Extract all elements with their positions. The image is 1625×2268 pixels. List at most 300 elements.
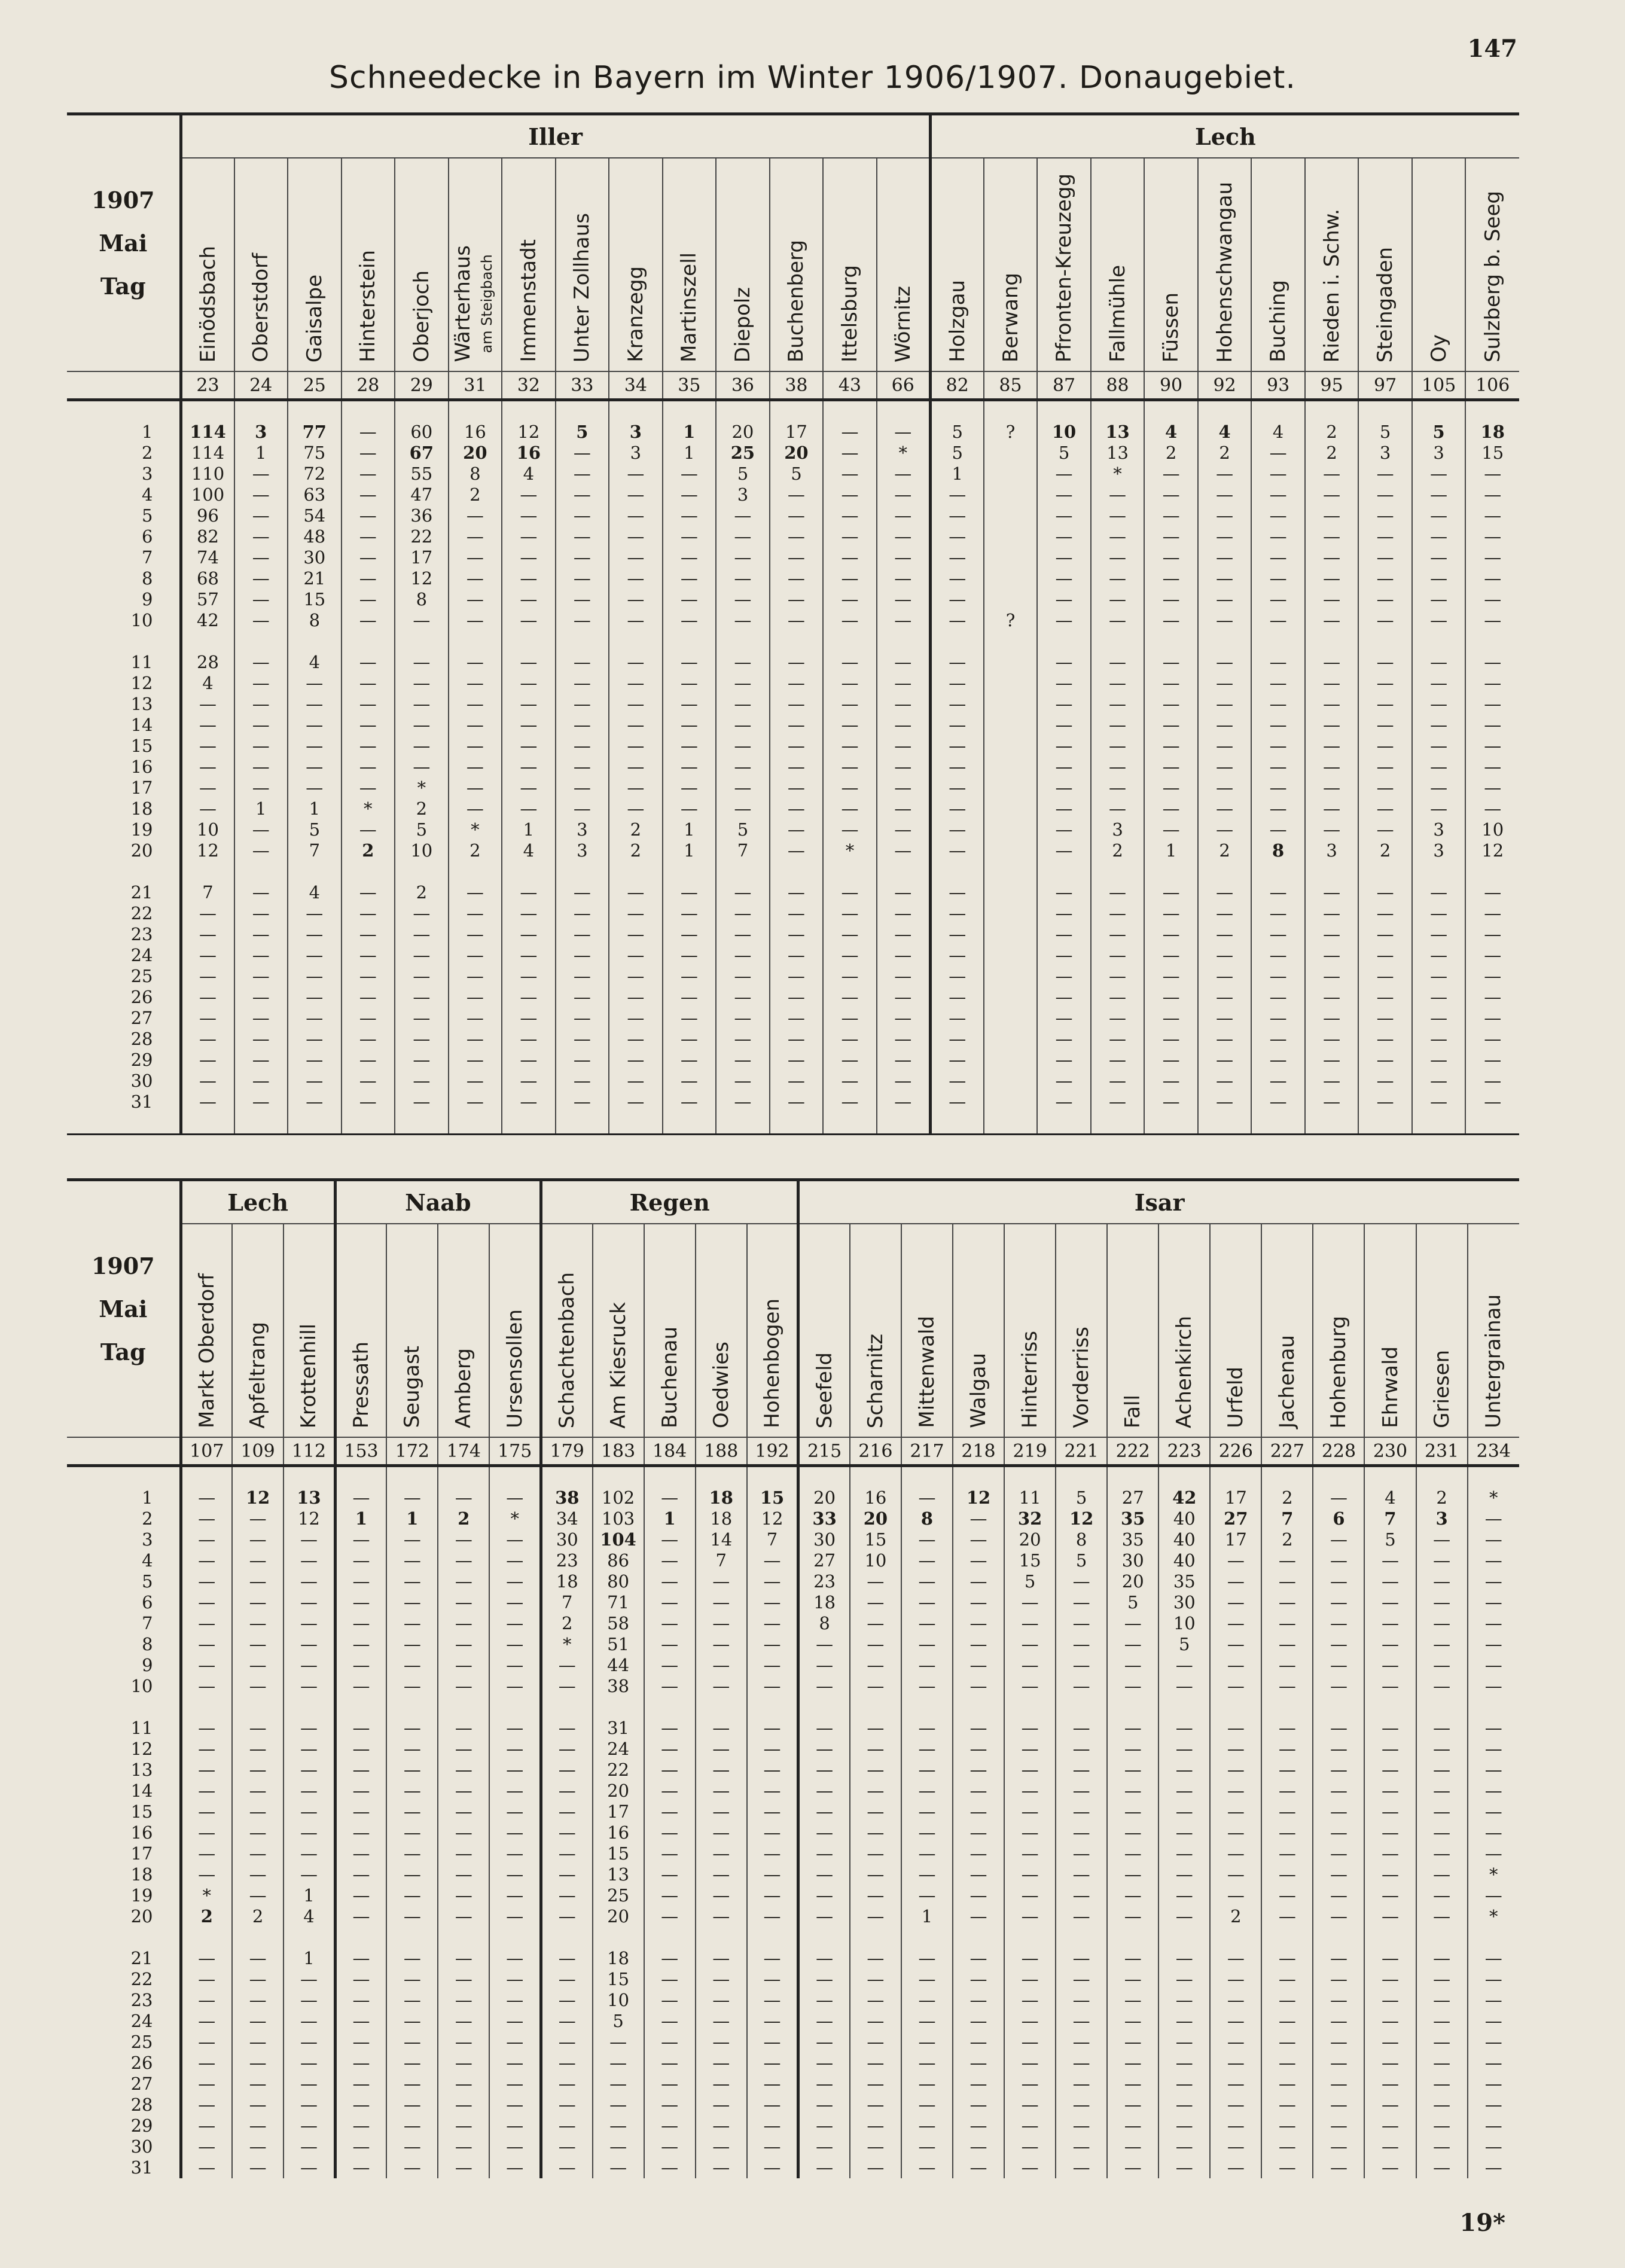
- snow-depth-cell: —: [1416, 2095, 1468, 2115]
- station-name: [731, 287, 755, 362]
- table-row: [67, 1613, 1519, 1634]
- snow-depth-cell: 5: [716, 819, 770, 840]
- day-number: 6: [142, 526, 153, 547]
- snow-depth-cell: —: [798, 1906, 850, 1927]
- station-header: [1305, 158, 1359, 371]
- snow-depth-cell: —: [1037, 1071, 1091, 1092]
- snow-depth-cell: 30: [288, 547, 342, 568]
- snow-depth-cell: 28: [181, 652, 234, 673]
- snow-depth-cell: —: [181, 945, 234, 966]
- snow-depth-cell: [1056, 1927, 1107, 1948]
- snow-depth-cell: [386, 1927, 438, 1948]
- snow-depth-cell: —: [850, 1822, 901, 1843]
- snow-depth-cell: —: [541, 1822, 592, 1843]
- snow-depth-cell: —: [1004, 1760, 1056, 1781]
- snow-depth-cell: —: [489, 2032, 541, 2053]
- snow-depth-cell: —: [1261, 2136, 1313, 2157]
- snow-depth-cell: —: [1198, 715, 1252, 736]
- snow-depth-cell: —: [1261, 2053, 1313, 2074]
- snow-depth-cell: 4: [1251, 422, 1305, 443]
- snow-depth-cell: —: [1364, 1718, 1416, 1739]
- snow-depth-cell: —: [1261, 1571, 1313, 1592]
- snow-depth-cell: —: [953, 1508, 1004, 1529]
- snow-depth-cell: 17: [593, 1801, 644, 1822]
- snow-depth-cell: —: [283, 2136, 335, 2157]
- snow-depth-cell: —: [232, 2157, 283, 2178]
- snow-depth-cell: —: [1313, 1592, 1364, 1613]
- snow-depth-cell: —: [716, 924, 770, 945]
- station-name-text: Amberg: [452, 1348, 476, 1428]
- snow-depth-cell: —: [489, 1592, 541, 1613]
- station-header: [877, 158, 931, 371]
- snow-depth-cell: —: [1305, 652, 1359, 673]
- snow-depth-cell: —: [1465, 1029, 1519, 1050]
- snow-depth-cell: —: [1261, 1613, 1313, 1634]
- snow-depth-cell: —: [1144, 966, 1198, 987]
- snow-depth-cell: —: [342, 464, 395, 484]
- snow-depth-cell: —: [609, 903, 663, 924]
- snow-depth-cell: —: [609, 1092, 663, 1112]
- snow-depth-cell: —: [930, 694, 984, 715]
- snow-depth-cell: —: [1158, 2074, 1210, 2095]
- snow-depth-cell: —: [823, 1092, 877, 1112]
- snow-depth-cell: —: [449, 1071, 502, 1092]
- snow-depth-cell: —: [1158, 1990, 1210, 2011]
- snow-depth-cell: —: [283, 2095, 335, 2115]
- snow-depth-cell: —: [181, 2053, 232, 2074]
- station-code: 183: [593, 1437, 644, 1466]
- snow-depth-cell: —: [716, 568, 770, 589]
- snow-depth-cell: —: [1144, 568, 1198, 589]
- snow-depth-cell: [181, 861, 234, 882]
- snow-depth-cell: [984, 673, 1038, 694]
- snow-depth-cell: —: [232, 1655, 283, 1676]
- snow-depth-cell: [609, 631, 663, 652]
- snow-depth-cell: —: [930, 840, 984, 861]
- snow-depth-cell: 13: [1091, 443, 1145, 464]
- snow-depth-cell: —: [663, 484, 717, 505]
- snow-depth-cell: 4: [502, 840, 556, 861]
- snow-depth-cell: —: [823, 568, 877, 589]
- snow-depth-cell: —: [181, 1487, 232, 1508]
- station-name: [1430, 1350, 1454, 1428]
- snow-depth-cell: —: [1261, 1948, 1313, 1969]
- snow-depth-cell: —: [930, 505, 984, 526]
- snow-depth-cell: —: [335, 1529, 386, 1550]
- snow-depth-cell: —: [489, 2095, 541, 2115]
- station-name: [503, 1309, 527, 1428]
- snow-depth-cell: —: [850, 1885, 901, 1906]
- snow-depth-cell: —: [395, 987, 449, 1008]
- station-name-text: Einödsbach: [196, 245, 220, 362]
- snow-depth-cell: —: [386, 1739, 438, 1760]
- snow-depth-cell: —: [930, 673, 984, 694]
- snow-depth-cell: —: [1144, 547, 1198, 568]
- station-header: [541, 1224, 592, 1437]
- station-name-text: Fall: [1121, 1394, 1145, 1428]
- snow-depth-cell: 5: [556, 422, 609, 443]
- snow-depth-cell: 2: [342, 840, 395, 861]
- snow-depth-cell: —: [489, 2074, 541, 2095]
- snow-depth-cell: —: [1037, 778, 1091, 798]
- day-number: 19: [130, 819, 153, 840]
- station-code: 217: [901, 1437, 953, 1466]
- snow-depth-cell: —: [823, 798, 877, 819]
- snow-depth-cell: —: [1091, 882, 1145, 903]
- snow-depth-cell: —: [181, 1676, 232, 1697]
- snow-depth-cell: —: [438, 1781, 489, 1801]
- station-name: [1373, 247, 1397, 362]
- snow-depth-cell: —: [335, 1990, 386, 2011]
- snow-depth-cell: —: [181, 987, 234, 1008]
- snow-depth-cell: —: [1004, 2032, 1056, 2053]
- snow-depth-cell: —: [593, 2095, 644, 2115]
- snow-depth-cell: —: [181, 1529, 232, 1550]
- snow-depth-cell: —: [1468, 1843, 1519, 1864]
- snow-depth-cell: —: [770, 652, 824, 673]
- snow-depth-cell: —: [288, 778, 342, 798]
- snow-depth-cell: —: [798, 1676, 850, 1697]
- snow-depth-cell: 1: [502, 819, 556, 840]
- snow-depth-cell: —: [438, 1760, 489, 1781]
- snow-depth-cell: 5: [1056, 1550, 1107, 1571]
- snow-depth-cell: —: [502, 652, 556, 673]
- snow-depth-cell: 5: [930, 422, 984, 443]
- snow-depth-cell: —: [609, 798, 663, 819]
- station-name-text: Vorderriss: [1069, 1327, 1094, 1428]
- snow-depth-cell: 10: [593, 1990, 644, 2011]
- station-name: [451, 245, 499, 362]
- snow-depth-cell: [556, 861, 609, 882]
- snow-depth-cell: —: [1364, 1969, 1416, 1990]
- table-row: [67, 1801, 1519, 1822]
- snow-depth-cell: —: [901, 1571, 953, 1592]
- snow-depth-cell: —: [181, 1592, 232, 1613]
- snow-depth-cell: —: [1412, 1092, 1466, 1112]
- snow-depth-cell: —: [489, 1948, 541, 1969]
- snow-depth-cell: —: [181, 757, 234, 778]
- snow-depth-cell: —: [1004, 1843, 1056, 1864]
- snow-depth-cell: —: [1412, 882, 1466, 903]
- snow-depth-cell: —: [770, 798, 824, 819]
- snow-depth-cell: —: [1416, 1613, 1468, 1634]
- snow-depth-cell: —: [541, 2074, 592, 2095]
- snow-depth-cell: —: [1416, 1550, 1468, 1571]
- table-row: [67, 1050, 1519, 1071]
- snow-depth-cell: —: [1305, 547, 1359, 568]
- snow-depth-cell: —: [1305, 819, 1359, 840]
- snow-depth-cell: [984, 547, 1038, 568]
- day-number: 16: [130, 1822, 153, 1843]
- snow-depth-cell: —: [232, 2136, 283, 2157]
- snow-depth-cell: *: [1091, 464, 1145, 484]
- snow-depth-cell: —: [1468, 2074, 1519, 2095]
- snow-depth-cell: —: [335, 2074, 386, 2095]
- snow-depth-cell: —: [1313, 1487, 1364, 1508]
- snow-depth-cell: —: [1465, 757, 1519, 778]
- snow-depth-cell: 27: [798, 1550, 850, 1571]
- day-number: 5: [142, 505, 153, 526]
- snow-depth-cell: —: [850, 1760, 901, 1781]
- station-code: 25: [288, 371, 342, 400]
- snow-depth-cell: —: [1412, 987, 1466, 1008]
- snow-depth-cell: 35: [1158, 1571, 1210, 1592]
- snow-depth-cell: —: [1037, 673, 1091, 694]
- snow-depth-cell: —: [747, 2011, 798, 2032]
- snow-depth-cell: —: [1416, 1592, 1468, 1613]
- snow-depth-cell: —: [502, 757, 556, 778]
- station-header: [798, 1224, 850, 1437]
- snow-depth-cell: —: [1004, 1864, 1056, 1885]
- snow-depth-cell: —: [234, 987, 288, 1008]
- day-number: 14: [130, 715, 153, 735]
- station-name-text: Füssen: [1159, 292, 1184, 362]
- snow-depth-cell: —: [644, 2074, 696, 2095]
- snow-depth-cell: —: [1107, 1739, 1158, 1760]
- snow-depth-cell: —: [181, 778, 234, 798]
- snow-depth-cell: —: [609, 652, 663, 673]
- snow-depth-cell: —: [342, 443, 395, 464]
- snow-depth-cell: —: [850, 1801, 901, 1822]
- snow-depth-cell: 77: [288, 422, 342, 443]
- snow-depth-cell: —: [609, 526, 663, 547]
- station-code: 97: [1358, 371, 1412, 400]
- snow-depth-cell: —: [1358, 1071, 1412, 1092]
- snow-depth-cell: —: [234, 966, 288, 987]
- station-name-text: Hohenbogen: [760, 1298, 785, 1428]
- snow-depth-cell: —: [644, 1948, 696, 1969]
- snow-depth-cell: —: [234, 505, 288, 526]
- snow-depth-cell: —: [395, 1008, 449, 1029]
- snow-depth-cell: —: [644, 1822, 696, 1843]
- snow-depth-cell: 1: [234, 443, 288, 464]
- snow-depth-cell: —: [930, 526, 984, 547]
- snow-depth-cell: —: [181, 1990, 232, 2011]
- snow-depth-cell: —: [1144, 945, 1198, 966]
- snow-depth-cell: —: [663, 610, 717, 631]
- snow-depth-cell: 24: [593, 1739, 644, 1760]
- snow-depth-cell: 10: [395, 840, 449, 861]
- snow-depth-cell: —: [716, 526, 770, 547]
- snow-depth-cell: —: [556, 673, 609, 694]
- snow-depth-cell: —: [1056, 1760, 1107, 1781]
- footer-mark: 19*: [1459, 2209, 1505, 2237]
- day-number: 22: [130, 1969, 153, 1989]
- snow-depth-cell: —: [1091, 673, 1145, 694]
- snow-depth-cell: —: [489, 2136, 541, 2157]
- snow-depth-cell: —: [288, 987, 342, 1008]
- snow-depth-cell: —: [953, 1781, 1004, 1801]
- snow-depth-cell: —: [1313, 1801, 1364, 1822]
- snow-depth-cell: —: [696, 1571, 747, 1592]
- snow-depth-cell: —: [1251, 1008, 1305, 1029]
- table-row: [67, 2136, 1519, 2157]
- station-code: 82: [930, 371, 984, 400]
- table-row: [67, 443, 1519, 464]
- snow-depth-cell: [1313, 1927, 1364, 1948]
- snow-depth-cell: —: [1251, 547, 1305, 568]
- snow-depth-cell: 18: [798, 1592, 850, 1613]
- snow-depth-cell: [386, 1697, 438, 1718]
- snow-depth-cell: —: [798, 2115, 850, 2136]
- snow-depth-cell: —: [181, 2136, 232, 2157]
- snow-depth-cell: —: [1210, 1864, 1261, 1885]
- snow-depth-cell: —: [747, 2157, 798, 2178]
- snow-depth-cell: —: [1210, 1571, 1261, 1592]
- snow-depth-cell: —: [877, 464, 931, 484]
- station-header: [395, 158, 449, 371]
- snow-depth-cell: —: [1313, 1906, 1364, 1927]
- snow-depth-cell: —: [953, 1634, 1004, 1655]
- snow-depth-cell: —: [1056, 1864, 1107, 1885]
- snow-depth-cell: —: [747, 1885, 798, 1906]
- station-header: [556, 158, 609, 371]
- snow-depth-cell: 34: [541, 1508, 592, 1529]
- snow-depth-cell: —: [1364, 1676, 1416, 1697]
- snow-depth-cell: —: [1210, 1948, 1261, 1969]
- snow-depth-cell: 16: [449, 422, 502, 443]
- snow-depth-cell: —: [1468, 1613, 1519, 1634]
- snow-depth-cell: *: [395, 778, 449, 798]
- snow-depth-cell: —: [1412, 966, 1466, 987]
- snow-depth-cell: —: [449, 526, 502, 547]
- snow-depth-cell: 2: [1144, 443, 1198, 464]
- snow-depth-cell: —: [747, 1948, 798, 1969]
- snow-depth-cell: —: [335, 1760, 386, 1781]
- snow-depth-cell: —: [234, 547, 288, 568]
- snow-depth-cell: —: [609, 568, 663, 589]
- station-header: [234, 158, 288, 371]
- snow-depth-cell: 35: [1107, 1529, 1158, 1550]
- day-number: 17: [130, 778, 153, 798]
- snow-depth-cell: —: [770, 484, 824, 505]
- snow-depth-cell: —: [716, 505, 770, 526]
- snow-depth-cell: —: [181, 2011, 232, 2032]
- snow-depth-cell: —: [953, 2157, 1004, 2178]
- snow-depth-cell: —: [1037, 1092, 1091, 1112]
- snow-depth-cell: —: [449, 589, 502, 610]
- snow-depth-cell: —: [489, 1843, 541, 1864]
- snow-depth-cell: —: [449, 882, 502, 903]
- snow-depth-cell: —: [395, 1050, 449, 1071]
- station-name-text: Mittenwald: [914, 1316, 939, 1428]
- snow-depth-cell: [1144, 631, 1198, 652]
- snow-depth-cell: —: [449, 568, 502, 589]
- station-code: 93: [1251, 371, 1305, 400]
- snow-depth-cell: 23: [798, 1571, 850, 1592]
- table-row: [67, 903, 1519, 924]
- snow-depth-cell: —: [1004, 1739, 1056, 1760]
- snow-depth-cell: —: [877, 1029, 931, 1050]
- snow-depth-cell: —: [644, 1592, 696, 1613]
- snow-depth-cell: —: [1004, 1990, 1056, 2011]
- snow-depth-cell: [502, 861, 556, 882]
- day-column-header: [67, 114, 181, 372]
- snow-depth-cell: —: [489, 1969, 541, 1990]
- table-row: [67, 945, 1519, 966]
- station-name-text: Seugast: [400, 1346, 425, 1428]
- snow-depth-cell: —: [342, 610, 395, 631]
- snow-depth-cell: —: [1251, 1092, 1305, 1112]
- snow-depth-cell: 114: [181, 422, 234, 443]
- snow-depth-cell: —: [1468, 1990, 1519, 2011]
- snow-depth-cell: —: [1037, 547, 1091, 568]
- snow-depth-cell: —: [283, 1969, 335, 1990]
- snow-depth-cell: 18: [541, 1571, 592, 1592]
- snow-depth-cell: —: [181, 903, 234, 924]
- snow-depth-cell: —: [556, 694, 609, 715]
- snow-depth-cell: [232, 1927, 283, 1948]
- snow-depth-cell: —: [1210, 1718, 1261, 1739]
- snow-depth-cell: —: [489, 1571, 541, 1592]
- station-name-text: Berwang: [998, 273, 1023, 362]
- snow-depth-cell: —: [663, 715, 717, 736]
- snow-depth-cell: —: [1313, 1822, 1364, 1843]
- snow-depth-cell: —: [1412, 610, 1466, 631]
- snow-depth-cell: —: [798, 1739, 850, 1760]
- snow-depth-cell: —: [438, 1550, 489, 1571]
- snow-depth-cell: —: [850, 2074, 901, 2095]
- station-code: 153: [335, 1437, 386, 1466]
- snow-depth-cell: —: [1305, 1071, 1359, 1092]
- snow-depth-cell: —: [1313, 2053, 1364, 2074]
- day-number: 30: [130, 2136, 153, 2157]
- snow-depth-cell: —: [747, 1571, 798, 1592]
- snow-depth-cell: —: [1091, 589, 1145, 610]
- snow-depth-cell: —: [1468, 2115, 1519, 2136]
- snow-depth-cell: —: [1465, 1092, 1519, 1112]
- snow-depth-cell: —: [1358, 484, 1412, 505]
- snow-depth-cell: —: [1416, 1718, 1468, 1739]
- snow-depth-cell: —: [609, 547, 663, 568]
- snow-depth-cell: —: [593, 2032, 644, 2053]
- snow-depth-cell: —: [556, 945, 609, 966]
- snow-depth-cell: —: [747, 2095, 798, 2115]
- table-row: [67, 568, 1519, 589]
- snow-depth-cell: —: [1198, 1050, 1252, 1071]
- station-header: [489, 1224, 541, 1437]
- snow-depth-cell: —: [644, 1550, 696, 1571]
- snow-depth-cell: —: [1261, 1760, 1313, 1781]
- snow-depth-cell: —: [770, 673, 824, 694]
- station-name: [1275, 1335, 1299, 1428]
- snow-depth-cell: —: [953, 2053, 1004, 2074]
- snow-depth-cell: 13: [1091, 422, 1145, 443]
- snow-depth-cell: —: [901, 1760, 953, 1781]
- snow-depth-cell: [663, 861, 717, 882]
- snow-depth-cell: —: [1465, 1071, 1519, 1092]
- snow-depth-cell: —: [953, 1550, 1004, 1571]
- snow-depth-cell: —: [1251, 757, 1305, 778]
- snow-depth-cell: —: [1091, 778, 1145, 798]
- snow-depth-cell: —: [283, 1990, 335, 2011]
- snow-depth-cell: —: [438, 1948, 489, 1969]
- snow-depth-cell: —: [181, 1739, 232, 1760]
- snow-depth-cell: —: [1056, 2136, 1107, 2157]
- snow-depth-cell: —: [1037, 903, 1091, 924]
- snow-depth-cell: —: [1412, 1071, 1466, 1092]
- day-number: 31: [130, 2157, 153, 2178]
- snow-depth-cell: —: [901, 1655, 953, 1676]
- day-header-line: Tag: [100, 272, 146, 300]
- snow-depth-cell: —: [901, 2032, 953, 2053]
- table-row: [67, 1008, 1519, 1029]
- snow-depth-cell: —: [644, 1760, 696, 1781]
- snow-depth-cell: —: [1107, 1990, 1158, 2011]
- snow-depth-cell: —: [1037, 924, 1091, 945]
- snow-depth-cell: —: [1004, 2136, 1056, 2157]
- snow-depth-cell: —: [1416, 1760, 1468, 1781]
